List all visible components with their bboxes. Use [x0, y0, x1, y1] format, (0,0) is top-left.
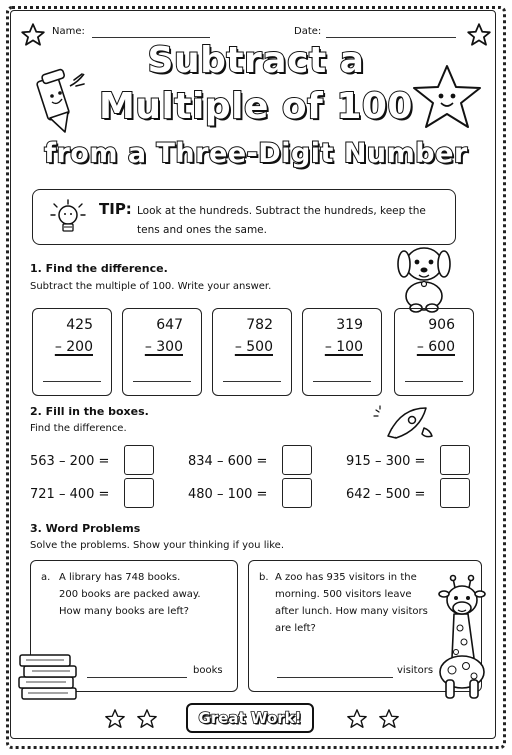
answer-box[interactable]: [440, 445, 470, 475]
minuend: 425: [66, 317, 93, 333]
star-icon: [104, 708, 126, 730]
giraffe-icon: [430, 574, 496, 702]
tip-text: Look at the hundreds. Subtract the hundreds, keep the tens and ones the same.: [137, 205, 426, 236]
subtrahend: – 300: [144, 339, 183, 355]
answer-unit: visitors: [397, 665, 434, 676]
section-3-title: 3. Word Problems: [30, 522, 141, 535]
banner-text: Great Work!: [198, 709, 302, 727]
answer-line[interactable]: [43, 381, 101, 382]
answer-line[interactable]: [277, 677, 393, 678]
books-icon: [16, 646, 80, 702]
equation: 834 – 600 =: [188, 454, 268, 469]
date-label: Date:: [294, 26, 322, 37]
equation: 915 – 300 =: [346, 454, 426, 469]
answer-box[interactable]: [440, 478, 470, 508]
star-icon: [346, 708, 368, 730]
equation: 480 – 100 =: [188, 487, 268, 502]
answer-line[interactable]: [313, 381, 371, 382]
subtraction-card: [302, 308, 382, 396]
rocket-icon: [370, 402, 442, 442]
subtrahend: – 600: [416, 339, 455, 355]
answer-line[interactable]: [133, 381, 191, 382]
section-2-title: 2. Fill in the boxes.: [30, 405, 149, 418]
answer-box[interactable]: [124, 478, 154, 508]
problem-label: a.: [41, 572, 51, 583]
answer-unit: books: [193, 665, 223, 676]
star-icon: [378, 708, 400, 730]
name-label: Name:: [52, 26, 85, 37]
minuend: 319: [336, 317, 363, 333]
answer-line[interactable]: [87, 677, 187, 678]
answer-box[interactable]: [124, 445, 154, 475]
minuend: 782: [246, 317, 273, 333]
great-work-banner: [186, 703, 314, 733]
date-field[interactable]: [326, 37, 456, 38]
problem-label: b.: [259, 572, 269, 583]
tip-label: TIP:: [99, 200, 132, 218]
lightbulb-icon: [49, 198, 87, 238]
subtraction-card: [394, 308, 474, 396]
answer-box[interactable]: [282, 478, 312, 508]
title-line-1: Subtract a: [147, 40, 365, 81]
subtrahend: – 200: [54, 339, 93, 355]
section-1-subtitle: Subtract the multiple of 100. Write your answer.: [30, 281, 272, 292]
section-1-title: 1. Find the difference.: [30, 262, 168, 275]
tip-box: [32, 189, 456, 245]
name-field[interactable]: [92, 37, 210, 38]
problem-text: A library has 748 books. 200 books are packed away. How many books are left?: [59, 572, 201, 617]
section-3-subtitle: Solve the problems. Show your thinking if you like.: [30, 540, 285, 551]
title-line-3: from a Three-Digit Number: [44, 138, 468, 169]
equation: 642 – 500 =: [346, 487, 426, 502]
subtraction-card: [212, 308, 292, 396]
title-line-2: Multiple of 100: [99, 86, 413, 127]
minuend: 906: [428, 317, 455, 333]
subtrahend: – 100: [324, 339, 363, 355]
subtraction-card: [122, 308, 202, 396]
section-2-subtitle: Find the difference.: [30, 423, 127, 434]
pencil-character-icon: [30, 66, 92, 138]
answer-box[interactable]: [282, 445, 312, 475]
answer-line[interactable]: [405, 381, 463, 382]
subtrahend: – 500: [234, 339, 273, 355]
answer-line[interactable]: [223, 381, 281, 382]
equation: 563 – 200 =: [30, 454, 110, 469]
problem-text: A zoo has 935 visitors in the morning. 500 visitors leave after lunch. How many visitors are left?: [275, 572, 428, 634]
star-character-icon: [410, 62, 484, 132]
equation: 721 – 400 =: [30, 487, 110, 502]
subtraction-card: [32, 308, 112, 396]
minuend: 647: [156, 317, 183, 333]
puppy-icon: [386, 238, 460, 314]
star-icon: [136, 708, 158, 730]
